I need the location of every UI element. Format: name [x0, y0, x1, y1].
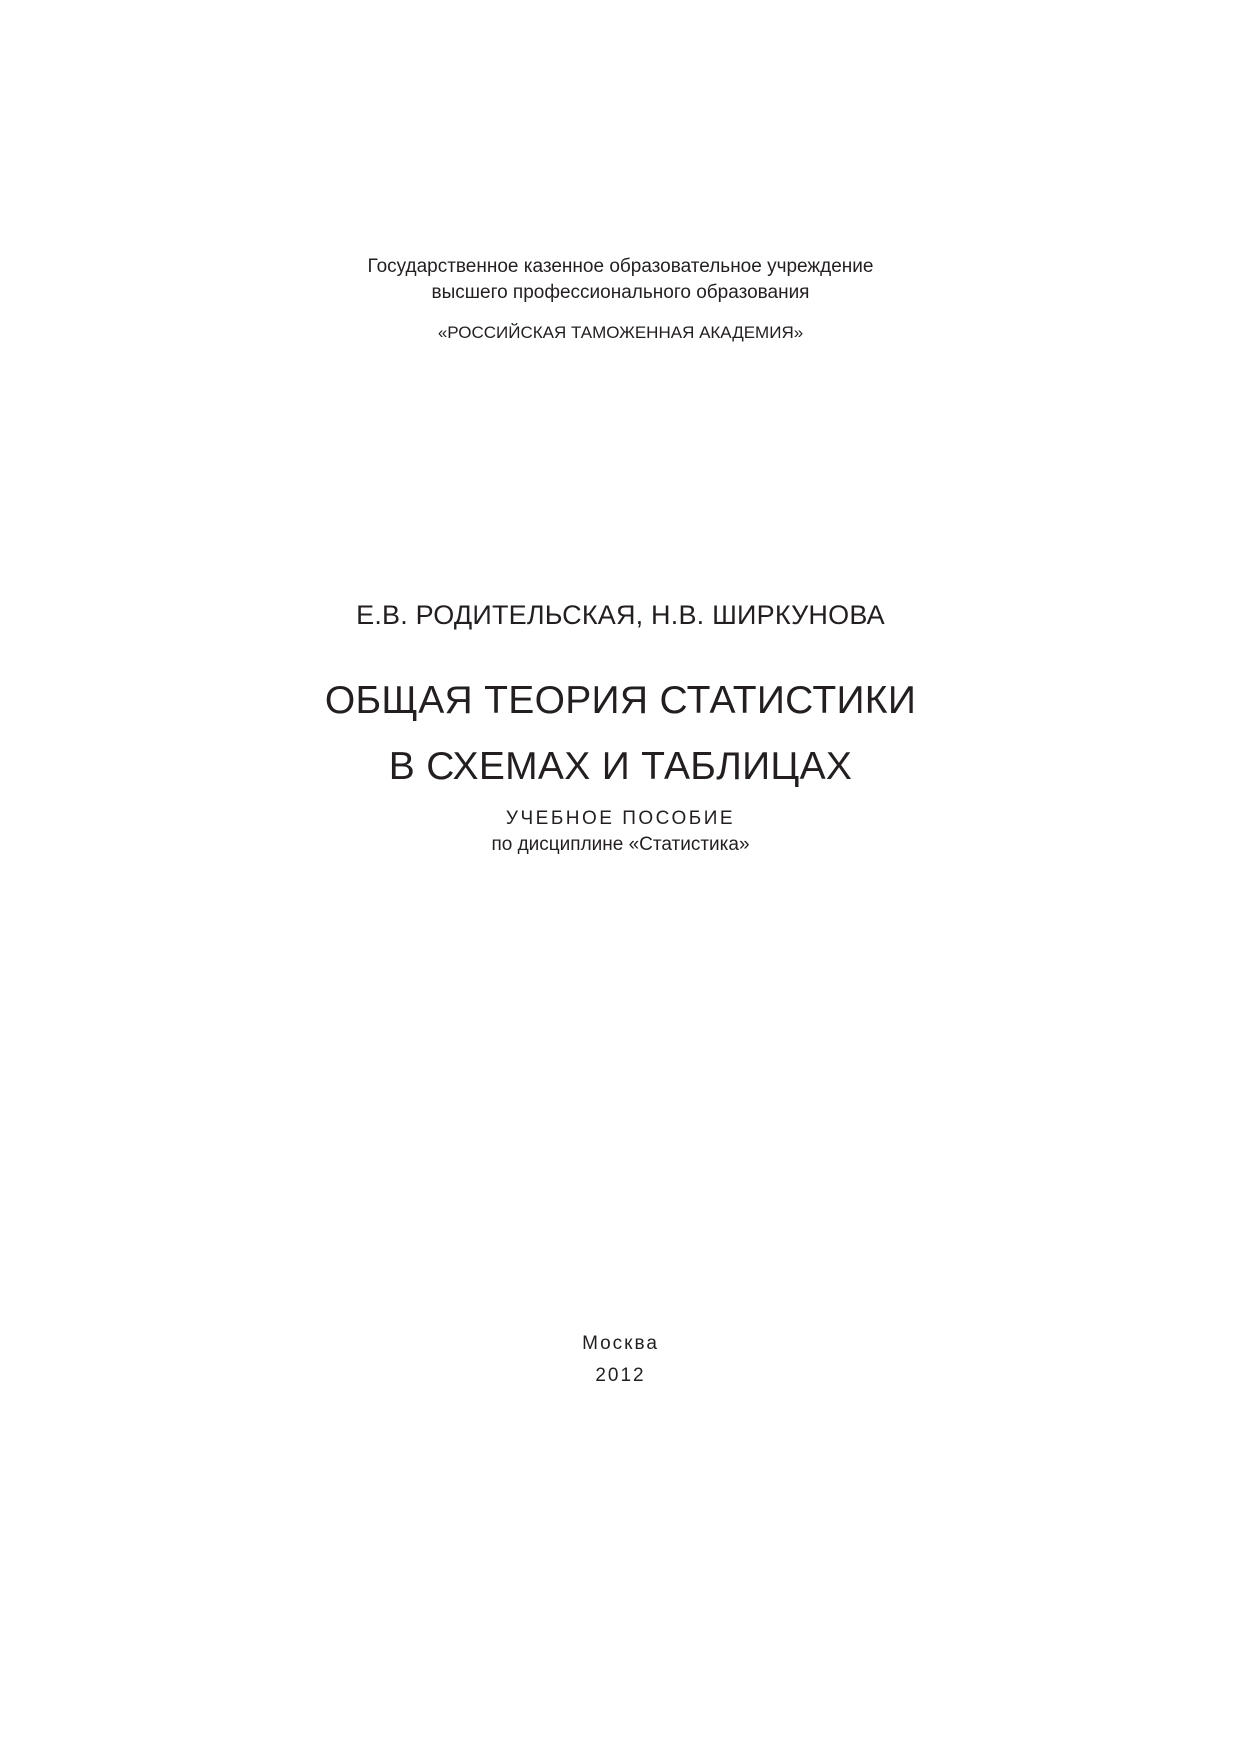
institution-line-1: Государственное казенное образовательное учреждение [367, 256, 874, 277]
book-title [0, 668, 1241, 800]
academy-name: «РОССИЙСКАЯ ТАМОЖЕННАЯ АКАДЕМИЯ» [437, 323, 804, 342]
imprint-city: Москва [582, 1333, 659, 1354]
institution-header [0, 254, 1241, 345]
authors: Е.В. РОДИТЕЛЬСКАЯ, Н.В. ШИРКУНОВА [356, 600, 885, 630]
institution-line-2: высшего профессионального образования [431, 282, 810, 303]
imprint [0, 1328, 1241, 1392]
publication-type: УЧЕБНОЕ ПОСОБИЕ [505, 808, 736, 829]
imprint-year: 2012 [595, 1365, 646, 1386]
book-subtitle [0, 806, 1241, 858]
book-title-line-2: В СХЕМАХ И ТАБЛИЦАХ [388, 745, 853, 788]
book-title-line-1: ОБЩАЯ ТЕОРИЯ СТАТИСТИКИ [324, 679, 917, 722]
discipline: по дисциплине «Статистика» [491, 834, 750, 855]
